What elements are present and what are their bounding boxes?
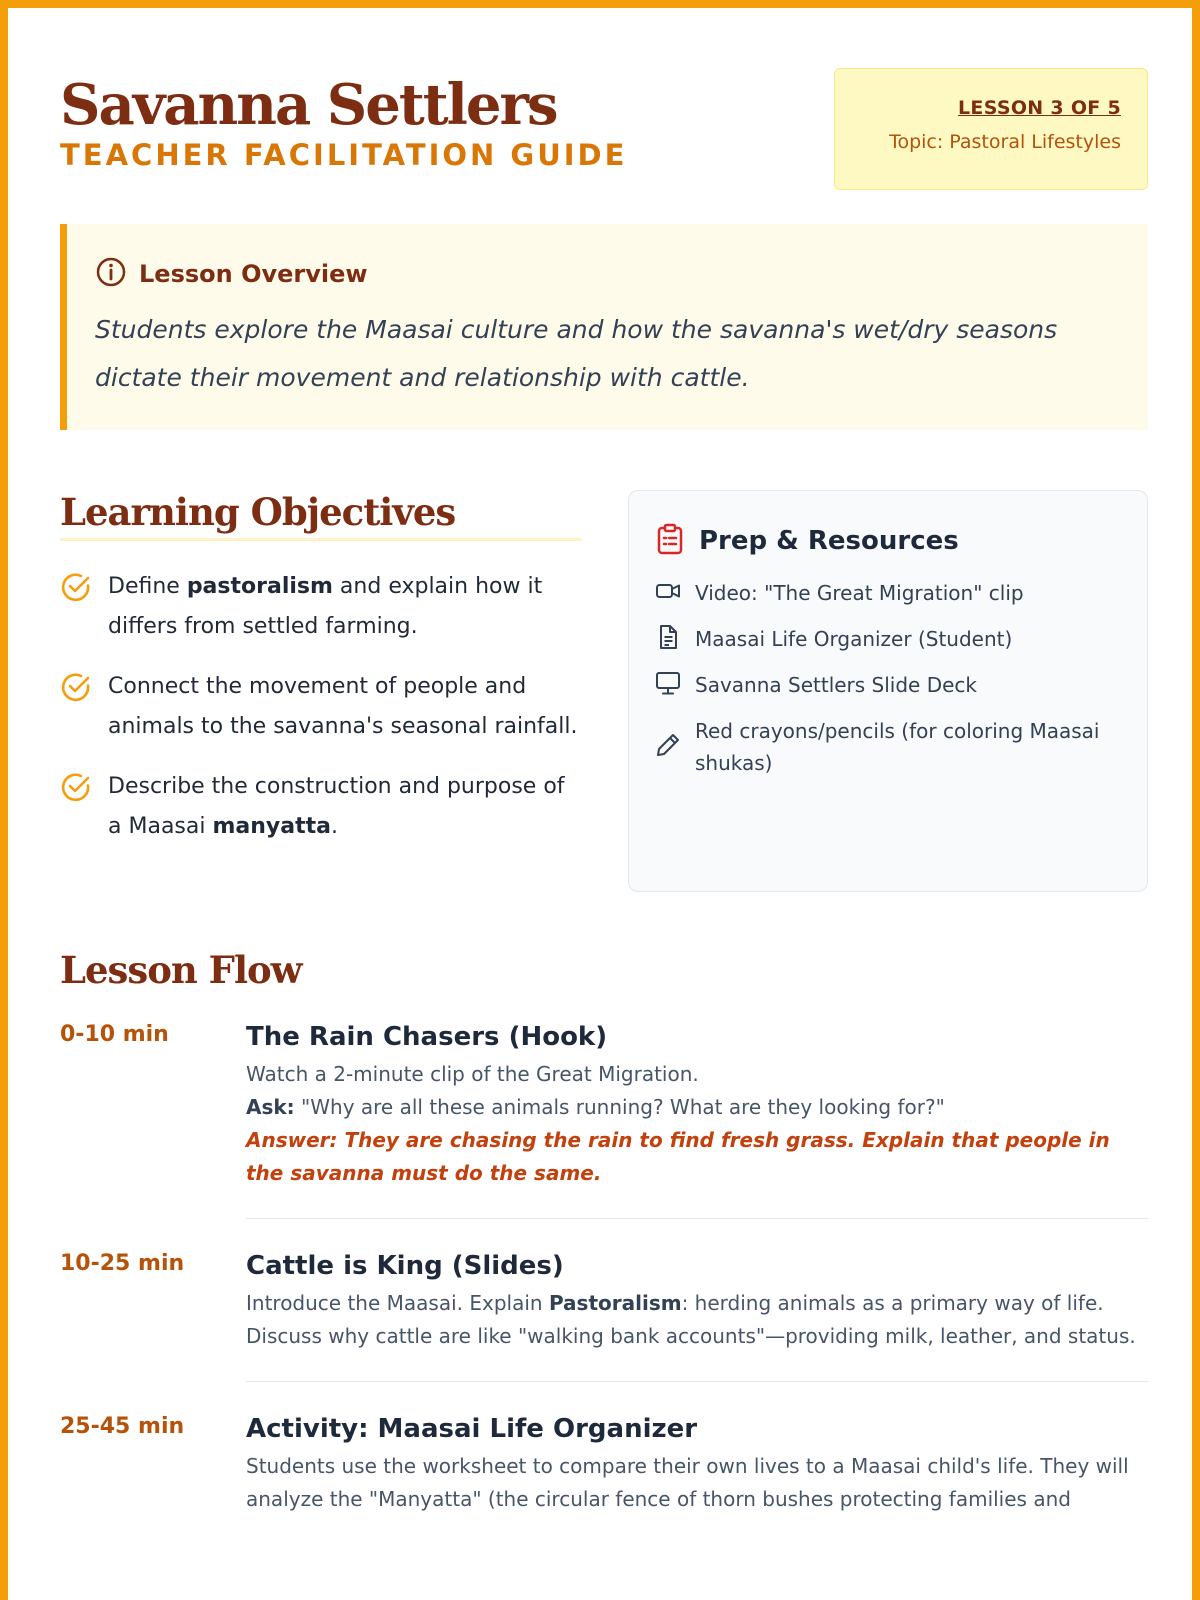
resource-item (655, 715, 1121, 779)
clipboard-icon (655, 523, 685, 559)
resource-label: Video: "The Great Migration" clip (695, 581, 1024, 605)
lesson-badge (834, 68, 1148, 190)
page-subtitle: TEACHER FACILITATION GUIDE (60, 138, 628, 172)
page-title: Savanna Settlers (60, 72, 557, 138)
flow-step-title: Cattle is King (Slides) (246, 1251, 564, 1281)
video-icon (655, 578, 683, 608)
lesson-flow-heading: Lesson Flow (60, 948, 302, 992)
resource-label: Savanna Settlers Slide Deck (695, 673, 978, 697)
lesson-topic: Topic: Pastoral Lifestyles (889, 131, 1121, 153)
pencil-icon (655, 732, 683, 762)
flow-step-time: 0-10 min (60, 1022, 169, 1047)
flow-step (60, 1414, 1148, 1544)
check-circle-icon (60, 767, 94, 807)
objective-text: Define pastoralism and explain how it differs from settled farming. (108, 574, 543, 639)
overview-heading: Lesson Overview (139, 260, 368, 288)
resource-label: Red crayons/pencils (for coloring Maasai shukas) (695, 719, 1100, 775)
flow-step-time: 25-45 min (60, 1414, 185, 1439)
lesson-number: LESSON 3 OF 5 (958, 97, 1121, 119)
objectives-heading: Learning Objectives (60, 490, 582, 541)
objective-text: Describe the construction and purpose of a Maasai manyatta. (108, 774, 565, 839)
resource-item (655, 623, 1121, 655)
resource-item (655, 577, 1121, 609)
page-header (60, 66, 1148, 196)
flow-step (60, 1251, 1148, 1382)
lesson-overview-callout (60, 224, 1148, 430)
objective-item (60, 567, 582, 647)
flow-step-text: Watch a 2-minute clip of the Great Migration. (246, 1062, 699, 1086)
document-icon (655, 624, 683, 654)
resources-heading: Prep & Resources (699, 526, 959, 556)
flow-step-text: Introduce the Maasai. Explain Pastoralism: herding animals as a primary way of life. Discuss why cattle are like "walking bank accounts"—providing milk, leather, and status. (246, 1291, 1136, 1348)
objective-text: Connect the movement of people and animals to the savanna's seasonal rainfall. (108, 674, 578, 739)
info-icon (95, 256, 127, 292)
flow-step-time: 10-25 min (60, 1251, 185, 1276)
flow-step (60, 1022, 1148, 1219)
flow-step-answer: Answer: They are chasing the rain to find fresh grass. Explain that people in the savanna must do the same. (246, 1128, 1110, 1185)
lesson-flow-section (60, 948, 1148, 1576)
monitor-icon (655, 670, 683, 700)
resource-item (655, 669, 1121, 701)
flow-step-text: Students use the worksheet to compare their own lives to a Maasai child's life. They will analyze the "Manyatta" (the circular fence of thorn bushes protecting families and (246, 1454, 1129, 1511)
check-circle-icon (60, 667, 94, 707)
objectives-list (60, 567, 582, 847)
check-circle-icon (60, 567, 94, 607)
prep-resources-card (628, 490, 1148, 892)
resource-label: Maasai Life Organizer (Student) (695, 627, 1013, 651)
flow-step-title: The Rain Chasers (Hook) (246, 1022, 608, 1052)
objective-item (60, 767, 582, 847)
flow-step-title: Activity: Maasai Life Organizer (246, 1414, 698, 1444)
objective-item (60, 667, 582, 747)
learning-objectives-section (60, 490, 582, 867)
overview-text: Students explore the Maasai culture and how the savanna's wet/dry seasons dictate their movement and relationship with cattle. (95, 315, 1058, 392)
flow-step-ask: Ask: "Why are all these animals running? What are they looking for?" (246, 1095, 945, 1119)
